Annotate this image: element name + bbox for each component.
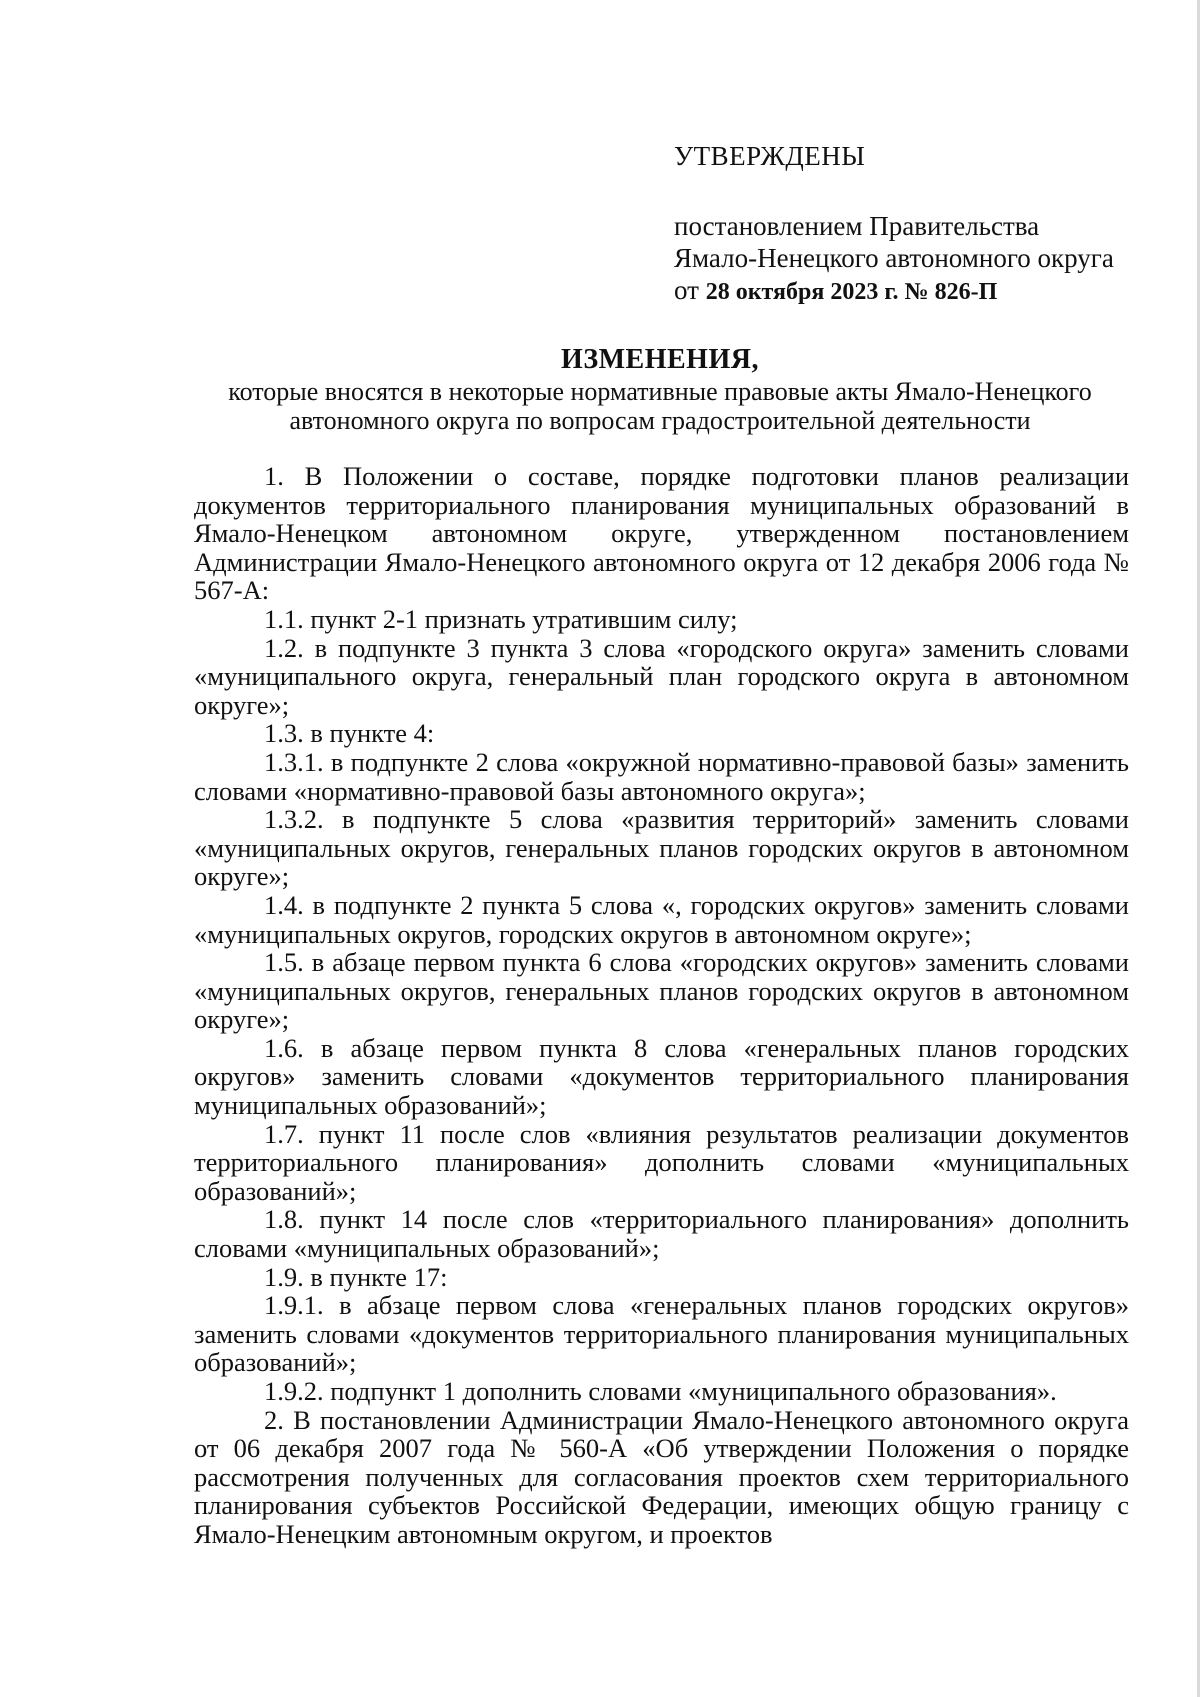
approval-block	[674, 140, 1154, 308]
document-subtitle-line: автономного округа по вопросам градостроительной деятельности	[289, 406, 1031, 435]
document-title: ИЗМЕНЕНИЯ,	[561, 344, 759, 375]
paragraph-1-3: 1.3. в пункте 4:	[264, 718, 435, 749]
approval-date-line	[674, 274, 1154, 308]
paragraph-1-4: 1.4. в подпункте 2 пункта 5 слова «, городских округов» заменить словами «муниципальных округов, городских округов в автономном округе»;	[194, 889, 1129, 949]
document-body	[194, 462, 1129, 1549]
paragraph-1-9-2: 1.9.2. подпункт 1 дополнить словами «муниципального образования».	[264, 1376, 1057, 1406]
paragraph-2: 2. В постановлении Администрации Ямало-Ненецкого автономного округа от 06 декабря 2007 года № 560-А «Об утверждении Положения о порядке рассмотрения полученных для согласования проектов схем территориального планирования субъектов Российской Федерации, имеющих общую границу с Ямало-Ненецким автономным округом, и проектов	[194, 1404, 1129, 1549]
document-heading	[190, 343, 1130, 435]
paragraph-1-1: 1.1. пункт 2-1 признать утратившим силу;	[264, 603, 738, 634]
paragraph-1-3-2: 1.3.2. в подпункте 5 слова «развития территорий» заменить словами «муниципальных округов, генеральных планов городских округов в автономном округе»;	[194, 804, 1129, 892]
paragraph-1-5: 1.5. в абзаце первом пункта 6 слова «городских округов» заменить словами «муниципальных округов, генеральных планов городских округов в автономном округе»;	[194, 947, 1129, 1035]
paragraph-1-9-1: 1.9.1. в абзаце первом слова «генеральных планов городских округов» заменить словами «документов территориального планирования муниципальных образований»;	[194, 1290, 1129, 1378]
paragraph-1-6: 1.6. в абзаце первом пункта 8 слова «генеральных планов городских округов» заменить словами «документов территориального планирования муниципальных образований»;	[194, 1032, 1129, 1121]
paragraph-1-9: 1.9. в пункте 17:	[264, 1261, 448, 1292]
approval-date-value: 28 октября 2023 г. № 826-П	[705, 279, 998, 305]
paragraph-1: 1. В Положении о составе, порядке подготовки планов реализации документов территориального планирования муниципальных образований в Ямало-Ненецком автономном округе, утвержденном постановлением Администрации Ямало-Ненецкого автономного округа от 12 декабря 2006 года № 567-А:	[194, 461, 1129, 606]
paragraph-1-7: 1.7. пункт 11 после слов «влияния результатов реализации документов территориального планирования» дополнить словами «муниципальных образований»;	[194, 1118, 1129, 1206]
paragraph-1-8: 1.8. пункт 14 после слов «территориального планирования» дополнить словами «муниципальных образований»;	[194, 1204, 1129, 1264]
approval-line: постановлением Правительства	[674, 211, 1040, 241]
paragraph-1-3-1: 1.3.1. в подпункте 2 слова «окружной нормативно-правовой базы» заменить словами «нормативно-правовой базы автономного округа»;	[194, 746, 1129, 806]
approval-date-prefix: от	[674, 275, 699, 305]
approval-line: Ямало-Ненецкого автономного округа	[674, 243, 1114, 273]
document-subtitle-line: которые вносятся в некоторые нормативные правовые акты Ямало-Ненецкого	[228, 377, 1092, 406]
approval-title: УТВЕРЖДЕНЫ	[674, 141, 866, 171]
paragraph-1-2: 1.2. в подпункте 3 пункта 3 слова «городского округа» заменить словами «муниципального округа, генеральный план городского округа в автономном округе»;	[194, 632, 1129, 720]
